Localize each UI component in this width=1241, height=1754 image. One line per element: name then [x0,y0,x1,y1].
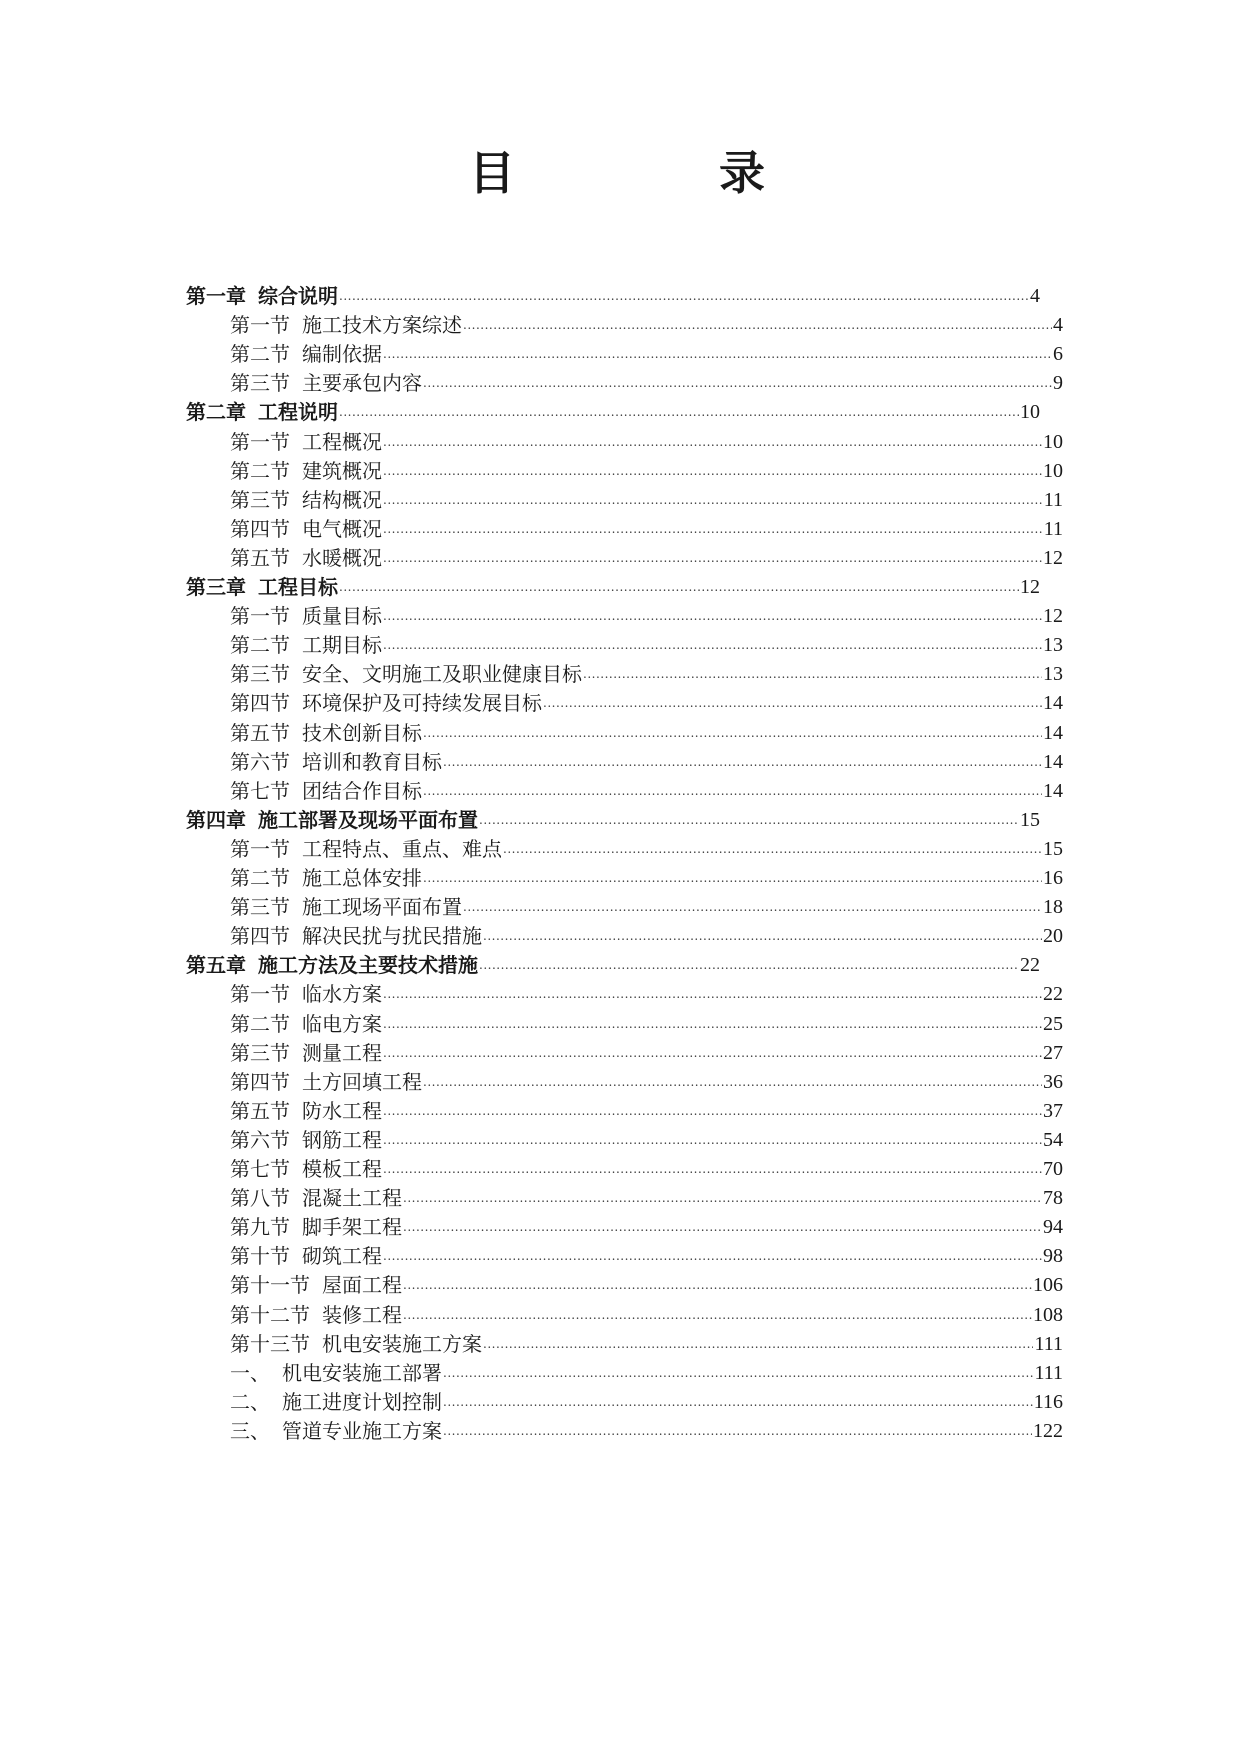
dot-leader [443,1422,1032,1440]
toc-entry-label [230,1011,382,1037]
toc-entry-text: 施工现场平面布置 [302,895,462,919]
toc-section-entry [230,308,1063,338]
toc-entry-label [230,923,482,949]
dot-leader [383,1102,1042,1120]
toc-entry-text: 结构概况 [302,488,382,512]
toc-section-entry [230,1036,1063,1066]
toc-entry-text: 混凝土工程 [302,1186,402,1210]
toc-page-number: 22 [1043,983,1063,1005]
dot-leader [483,927,1042,945]
toc-page-number: 14 [1043,751,1063,773]
toc-page-number: 78 [1043,1187,1063,1209]
toc-entry-text: 环境保护及可持续发展目标 [302,691,542,715]
toc-entry-label [230,1127,382,1153]
toc-page-number: 98 [1043,1245,1063,1267]
toc-section-entry [230,1268,1063,1298]
toc-entry-text: 施工部署及现场平面布置 [258,808,478,832]
toc-entry-text: 管道专业施工方案 [282,1419,442,1443]
toc-page-number: 25 [1043,1013,1063,1035]
toc-section-entry [230,919,1063,949]
toc-entry-text: 水暖概况 [302,546,382,570]
toc-entry-text: 临水方案 [302,982,382,1006]
toc-page-number: 6 [1053,343,1063,365]
toc-entry-number: 第三节 [230,895,290,919]
toc-entry-label [186,807,478,833]
toc-entry-text: 质量目标 [302,604,382,628]
toc-section-entry [230,541,1063,571]
toc-section-entry [230,832,1063,862]
dot-leader [423,782,1042,800]
dot-leader [383,636,1042,654]
toc-entry-number: 第五章 [186,953,246,977]
toc-section-entry [230,890,1063,920]
toc-entry-label [230,690,542,716]
toc-entry-number: 三、 [230,1419,270,1443]
dot-leader [403,1189,1042,1207]
toc-entry-label [230,1331,482,1357]
toc-page-number: 10 [1043,431,1063,453]
toc-section-entry [230,1210,1063,1240]
toc-entry-label [186,283,338,309]
toc-section-entry [230,454,1063,484]
toc-entry-text: 临电方案 [302,1012,382,1036]
toc-section-entry [230,861,1063,891]
toc-entry-text: 工程目标 [258,575,338,599]
toc-entry-number: 第十二节 [230,1303,310,1327]
dot-leader [383,433,1042,451]
toc-entry-number: 第十三节 [230,1332,310,1356]
toc-section-entry [230,1239,1063,1269]
toc-entry-label [230,1272,402,1298]
toc-entry-number: 第七节 [230,1157,290,1181]
dot-leader [443,753,1042,771]
title-char-right: 录 [719,146,765,200]
toc-page-number: 15 [1020,809,1040,831]
toc-entry-number: 第二节 [230,342,290,366]
dot-leader [423,374,1052,392]
toc-entry-number: 第三节 [230,662,290,686]
toc-page-number: 18 [1043,896,1063,918]
toc-entry-label [230,312,462,338]
dot-leader [383,345,1052,363]
toc-entry-text: 工期目标 [302,633,382,657]
toc-entry-label [230,341,382,367]
dot-leader [503,840,1042,858]
toc-page-number: 9 [1053,372,1063,394]
dot-leader [383,1015,1042,1033]
toc-entry-label [230,1214,402,1240]
toc-page-number: 11 [1043,489,1063,511]
toc-section-entry [230,977,1063,1007]
toc-section-entry [230,483,1063,513]
dot-leader [383,985,1042,1003]
toc-page-number: 54 [1043,1129,1063,1151]
toc-page-number: 4 [1053,314,1063,336]
toc-entry-number: 第二章 [186,400,246,424]
toc-entry-text: 工程说明 [258,400,338,424]
toc-page-number: 20 [1043,925,1063,947]
toc-entry-text: 编制依据 [302,342,382,366]
dot-leader [483,1335,1033,1353]
toc-entry-text: 技术创新目标 [302,721,422,745]
toc-page-number: 37 [1043,1100,1063,1122]
toc-section-entry [230,512,1063,542]
dot-leader [383,462,1042,480]
toc-section-entry [230,1327,1063,1357]
toc-entry-label [230,1069,422,1095]
toc-chapter-entry [186,279,1040,309]
toc-section-entry [230,599,1063,629]
toc-entry-text: 建筑概况 [302,459,382,483]
dot-leader [423,869,1042,887]
toc-entry-label [186,574,338,600]
toc-entry-label [230,865,422,891]
toc-page-number: 12 [1020,576,1040,598]
toc-entry-number: 第三节 [230,1041,290,1065]
toc-entry-number: 第一节 [230,982,290,1006]
toc-section-entry [230,1007,1063,1037]
toc-entry-text: 钢筋工程 [302,1128,382,1152]
title-char-left: 目 [469,146,515,200]
toc-page-number: 15 [1043,838,1063,860]
dot-leader [443,1364,1033,1382]
toc-section-entry [230,686,1063,716]
toc-page-number: 13 [1043,663,1063,685]
toc-entry-label [230,981,382,1007]
dot-leader [339,403,1019,421]
toc-section-entry [230,337,1063,367]
toc-entry-text: 电气概况 [302,517,382,541]
dot-leader [543,694,1042,712]
toc-section-entry [230,1298,1063,1328]
toc-section-entry [230,366,1063,396]
toc-entry-number: 第六节 [230,750,290,774]
toc-entry-label [230,487,382,513]
toc-entry-text: 土方回填工程 [302,1070,422,1094]
toc-entry-text: 屋面工程 [322,1273,402,1297]
toc-entry-number: 第一节 [230,313,290,337]
toc-entry-number: 第四节 [230,517,290,541]
toc-page-number: 12 [1043,547,1063,569]
toc-entry-number: 第四章 [186,808,246,832]
toc-section-entry [230,1385,1063,1415]
toc-entry-number: 第五节 [230,721,290,745]
toc-page-number: 111 [1034,1362,1063,1384]
toc-section-entry [230,425,1063,455]
toc-entry-number: 第三节 [230,371,290,395]
dot-leader [383,491,1043,509]
dot-leader [383,607,1042,625]
toc-section-entry [230,1152,1063,1182]
dot-leader [383,1160,1042,1178]
dot-leader [403,1276,1032,1294]
toc-entry-text: 主要承包内容 [302,371,422,395]
toc-entry-text: 装修工程 [322,1303,402,1327]
toc-entry-label [230,429,382,455]
toc-section-entry [230,716,1063,746]
dot-leader [423,1073,1042,1091]
toc-page-number: 13 [1043,634,1063,656]
toc-section-entry [230,1414,1063,1444]
toc-entry-text: 脚手架工程 [302,1215,402,1239]
dot-leader [443,1393,1033,1411]
toc-entry-label [186,952,478,978]
toc-entry-text: 施工技术方案综述 [302,313,462,337]
toc-entry-number: 第二节 [230,1012,290,1036]
toc-entry-number: 第三节 [230,488,290,512]
dot-leader [479,811,1019,829]
toc-entry-number: 第五节 [230,1099,290,1123]
toc-entry-text: 工程概况 [302,430,382,454]
toc-entry-number: 第一章 [186,284,246,308]
toc-entry-label [230,894,462,920]
toc-page-number: 10 [1020,401,1040,423]
toc-entry-number: 第一节 [230,604,290,628]
toc-section-entry [230,1181,1063,1211]
toc-entry-label [230,516,382,542]
toc-chapter-entry [186,395,1040,425]
toc-page-number: 16 [1043,867,1063,889]
toc-entry-text: 机电安装施工方案 [322,1332,482,1356]
dot-leader [339,578,1019,596]
toc-page-number: 14 [1043,692,1063,714]
toc-entry-number: 第九节 [230,1215,290,1239]
dot-leader [339,287,1029,305]
toc-entry-text: 团结合作目标 [302,779,422,803]
toc-entry-label [230,778,422,804]
toc-page-number: 10 [1043,460,1063,482]
toc-entry-label [230,458,382,484]
toc-entry-label [230,661,582,687]
dot-leader [403,1218,1042,1236]
toc-entry-number: 第八节 [230,1186,290,1210]
toc-entry-number: 第七节 [230,779,290,803]
toc-entry-label [230,370,422,396]
dot-leader [463,898,1042,916]
toc-page-number: 14 [1043,780,1063,802]
toc-entry-label [230,1418,442,1444]
dot-leader [583,665,1042,683]
toc-entry-text: 工程特点、重点、难点 [302,837,502,861]
dot-leader [383,1044,1042,1062]
dot-leader [383,549,1042,567]
dot-leader [423,724,1042,742]
toc-title [0,146,1241,220]
toc-entry-label [230,720,422,746]
toc-section-entry [230,1356,1063,1386]
toc-entry-text: 防水工程 [302,1099,382,1123]
toc-entry-text: 培训和教育目标 [302,750,442,774]
toc-page-number: 14 [1043,722,1063,744]
toc-section-entry [230,774,1063,804]
toc-entry-number: 第四节 [230,1070,290,1094]
toc-entry-label [230,545,382,571]
toc-entry-number: 第十节 [230,1244,290,1268]
toc-entry-number: 第四节 [230,924,290,948]
toc-entry-label [230,1040,382,1066]
toc-entry-label [230,1243,382,1269]
toc-entry-label [230,1360,442,1386]
toc-page-number: 116 [1033,1391,1063,1413]
toc-entry-number: 第二节 [230,866,290,890]
toc-page-number: 122 [1033,1420,1063,1442]
toc-section-entry [230,1065,1063,1095]
toc-entry-label [230,632,382,658]
toc-entry-number: 第六节 [230,1128,290,1152]
toc-page-number: 36 [1043,1071,1063,1093]
toc-chapter-entry [186,803,1040,833]
toc-entry-text: 施工总体安排 [302,866,422,890]
toc-entry-number: 第十一节 [230,1273,310,1297]
toc-entry-number: 第一节 [230,837,290,861]
dot-leader [479,956,1019,974]
toc-page-number: 70 [1043,1158,1063,1180]
toc-section-entry [230,1123,1063,1153]
toc-entry-number: 第三章 [186,575,246,599]
toc-entry-text: 模板工程 [302,1157,382,1181]
toc-section-entry [230,745,1063,775]
toc-entry-label [230,1389,442,1415]
toc-entry-text: 施工进度计划控制 [282,1390,442,1414]
toc-entry-number: 二、 [230,1390,270,1414]
toc-entry-number: 第二节 [230,459,290,483]
toc-page-number: 22 [1020,954,1040,976]
toc-entry-label [186,399,338,425]
toc-entry-text: 解决民扰与扰民措施 [302,924,482,948]
dot-leader [383,1131,1042,1149]
toc-entry-label [230,836,502,862]
toc-entry-text: 砌筑工程 [302,1244,382,1268]
toc-entry-text: 综合说明 [258,284,338,308]
toc-entry-number: 第一节 [230,430,290,454]
toc-entry-number: 第二节 [230,633,290,657]
toc-page-number: 4 [1030,285,1040,307]
toc-page-number: 111 [1034,1333,1063,1355]
toc-section-entry [230,657,1063,687]
toc-entry-text: 机电安装施工部署 [282,1361,442,1385]
toc-entry-label [230,1302,402,1328]
toc-entry-label [230,603,382,629]
toc-chapter-entry [186,570,1040,600]
toc-entry-label [230,1185,402,1211]
toc-entry-label [230,749,442,775]
toc-entry-number: 第四节 [230,691,290,715]
toc-section-entry [230,628,1063,658]
toc-entry-text: 施工方法及主要技术措施 [258,953,478,977]
toc-page-number: 12 [1043,605,1063,627]
toc-section-entry [230,1094,1063,1124]
toc-page-number: 27 [1043,1042,1063,1064]
toc-entry-label [230,1156,382,1182]
toc-page-number: 94 [1043,1216,1063,1238]
toc-page-number: 108 [1033,1304,1063,1326]
dot-leader [383,1247,1042,1265]
dot-leader [463,316,1052,334]
toc-entry-number: 第五节 [230,546,290,570]
toc-entry-label [230,1098,382,1124]
toc-page-number: 11 [1043,518,1063,540]
toc-entry-text: 测量工程 [302,1041,382,1065]
toc-entry-number: 一、 [230,1361,270,1385]
toc-page-number: 106 [1033,1274,1063,1296]
toc-chapter-entry [186,948,1040,978]
dot-leader [403,1306,1032,1324]
dot-leader [383,520,1043,538]
toc-entry-text: 安全、文明施工及职业健康目标 [302,662,582,686]
